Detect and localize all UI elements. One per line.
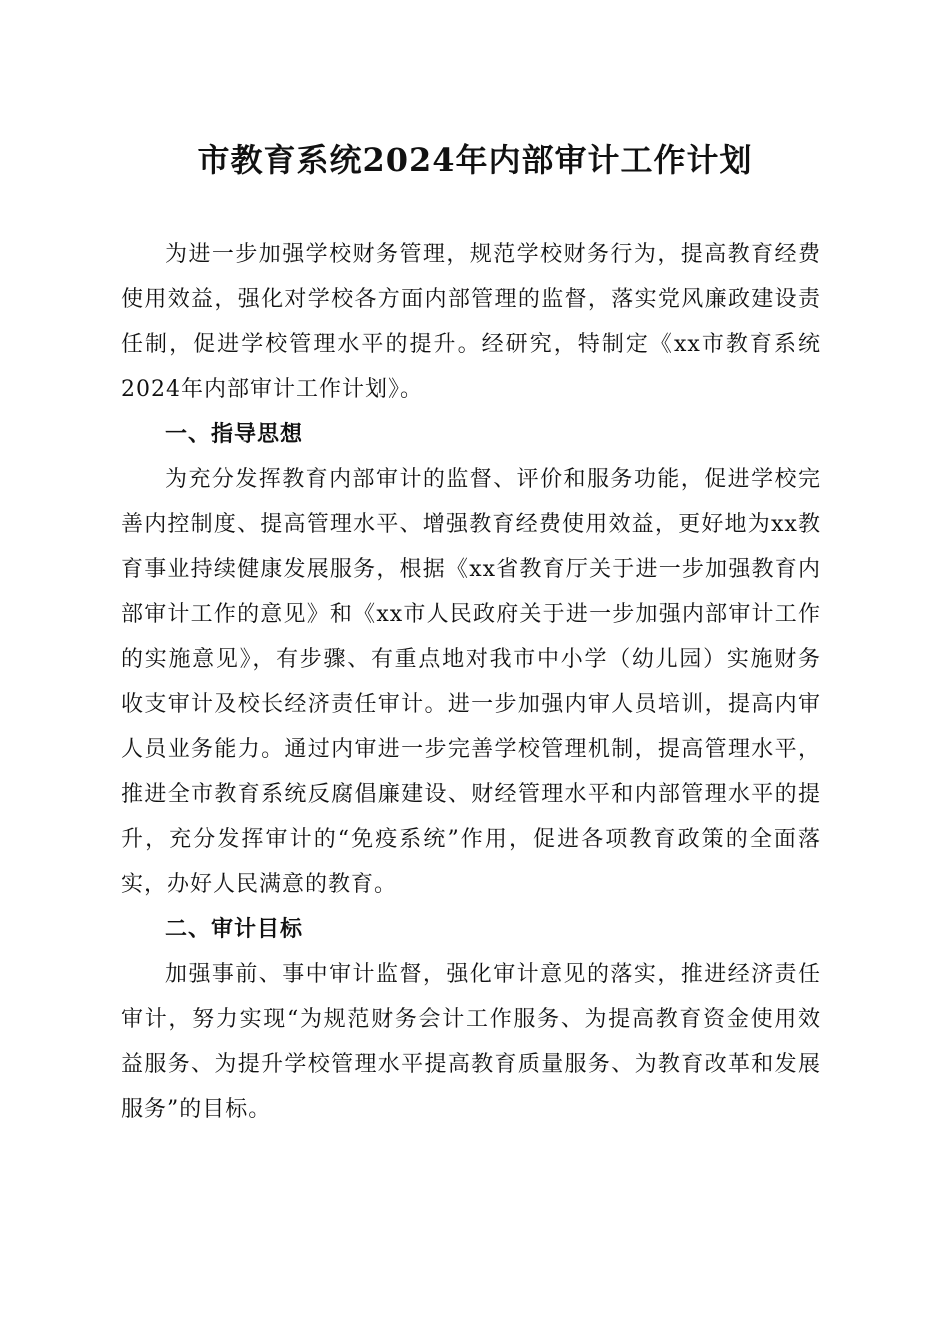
section-paragraph-guiding-ideology: 为充分发挥教育内部审计的监督、评价和服务功能，促进学校完善内控制度、提高管理水平、增强教育经费使用效益，更好地为xx教育事业持续健康发展服务，根据《xx省教育厅关于进一步加强教育内部审计工作的意见》和《xx市人民政府关于进一步加强内部审计工作的实施意见》，有步骤、有重点地对我市中小学（幼儿园）实施财务收支审计及校长经济责任审计。进一步加强内审人员培训，提高内审人员业务能力。通过内审进一步完善学校管理机制，提高管理水平，推进全市教育系统反腐倡廉建设、财经管理水平和内部管理水平的提升，充分发挥审计的“免疫系统”作用，促进各项教育政策的全面落实，办好人民满意的教育。 <box>121 467 821 897</box>
intro-paragraph: 为进一步加强学校财务管理，规范学校财务行为，提高教育经费使用效益，强化对学校各方面内部管理的监督，落实党风廉政建设责任制，促进学校管理水平的提升。经研究，特制定《xx市教育系统2024年内部审计工作计划》。 <box>121 242 821 402</box>
document-title: 市教育系统2024年内部审计工作计划 <box>197 141 753 179</box>
document-body <box>121 232 821 1132</box>
section-heading-audit-goals: 二、审计目标 <box>165 917 304 942</box>
section-heading-guiding-ideology: 一、指导思想 <box>165 422 304 447</box>
section-paragraph-audit-goals: 加强事前、事中审计监督，强化审计意见的落实，推进经济责任审计，努力实现“为规范财务会计工作服务、为提高教育资金使用效益服务、为提升学校管理水平提高教育质量服务、为教育改革和发展服务”的目标。 <box>121 962 821 1122</box>
